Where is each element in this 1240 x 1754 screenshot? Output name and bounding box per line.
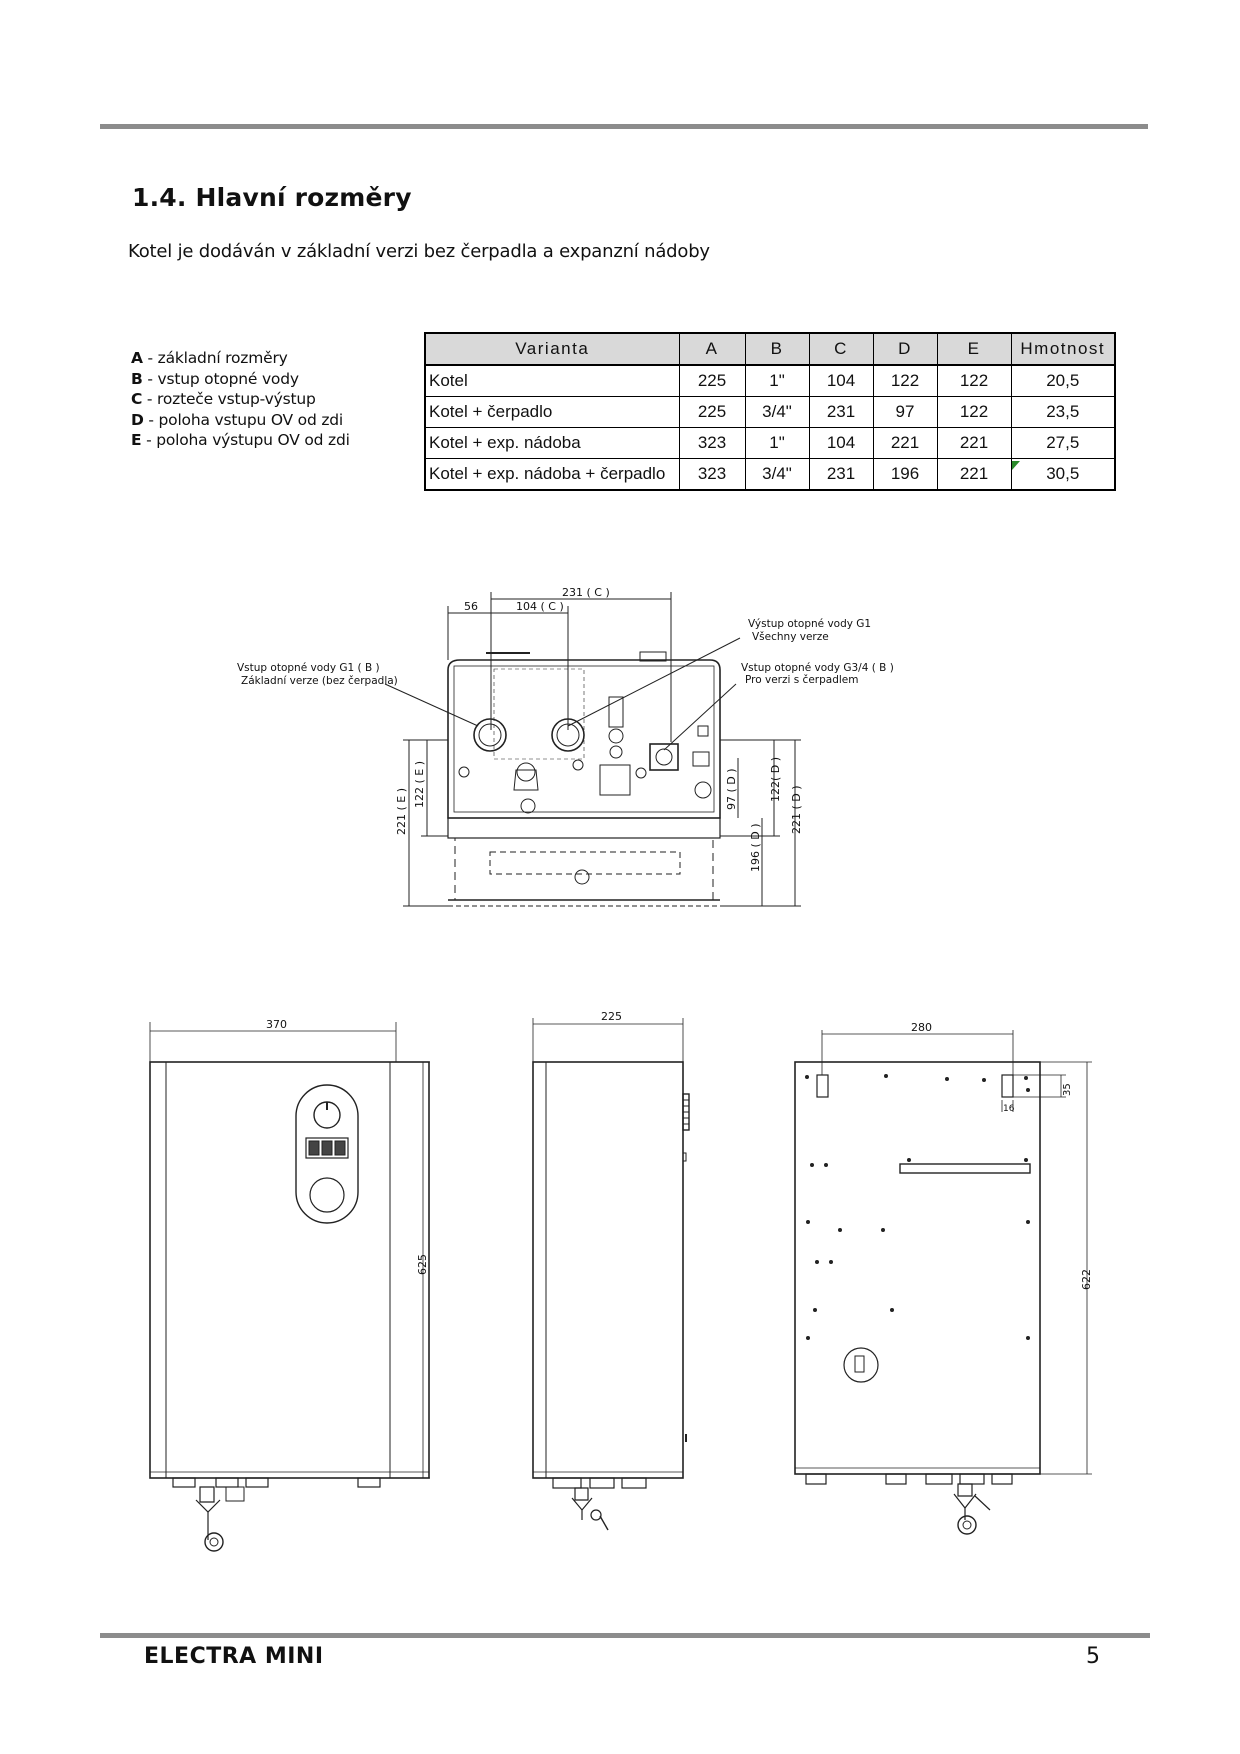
- label-inlet-g1-line2: Základní verze (bez čerpadla): [241, 675, 398, 687]
- table-cell: 3/4": [745, 459, 809, 491]
- label-inlet-g34-line1: Vstup otopné vody G3/4 ( B ): [741, 662, 894, 674]
- legend-text: - rozteče vstup-výstup: [142, 390, 316, 408]
- table-header: C: [809, 333, 873, 365]
- page-number: 5: [1086, 1644, 1100, 1669]
- table-cell: 225: [679, 365, 745, 397]
- legend-key: D: [131, 410, 144, 429]
- section-title: 1.4. Hlavní rozměry: [132, 183, 412, 212]
- table-header: Varianta: [425, 333, 679, 365]
- table-cell: 231: [809, 397, 873, 428]
- front-view-drawing: [150, 1022, 430, 1551]
- label-outlet-line2: Všechny verze: [752, 631, 829, 643]
- table-header: Hmotnost: [1011, 333, 1115, 365]
- top-view-drawing: [385, 592, 801, 906]
- dim-221e: 221 ( E ): [395, 787, 408, 835]
- label-inlet-g34-line2: Pro verzi s čerpadlem: [745, 674, 859, 686]
- back-dim-16: 16: [1003, 1104, 1015, 1114]
- footer-brand: ELECTRA MINI: [144, 1644, 324, 1669]
- legend-key: E: [131, 431, 142, 449]
- back-height-dim: 622: [1080, 1269, 1093, 1290]
- table-cell: 3/4": [745, 397, 809, 428]
- table-cell: Kotel + exp. nádoba: [425, 428, 679, 459]
- dim-104c: 104 ( C ): [516, 600, 564, 613]
- table-cell: 30,5: [1011, 459, 1115, 491]
- table-cell: 1": [745, 365, 809, 397]
- table-cell: 122: [873, 365, 937, 397]
- table-cell: 221: [937, 428, 1011, 459]
- back-view-drawing: [795, 1030, 1092, 1534]
- table-cell: 323: [679, 459, 745, 491]
- table-cell: 196: [873, 459, 937, 491]
- dim-221d: 221 ( D ): [790, 785, 803, 834]
- table-cell: 27,5: [1011, 428, 1115, 459]
- back-dim-35: 35: [1062, 1083, 1073, 1096]
- table-cell: Kotel + čerpadlo: [425, 397, 679, 428]
- side-width-dim: 225: [601, 1010, 622, 1023]
- table-cell: 231: [809, 459, 873, 491]
- table-cell: 20,5: [1011, 365, 1115, 397]
- table-cell: 1": [745, 428, 809, 459]
- legend-text: - poloha výstupu OV od zdi: [141, 431, 350, 449]
- table-header: D: [873, 333, 937, 365]
- dim-122e: 122 ( E ): [413, 760, 426, 808]
- back-width-dim: 280: [911, 1021, 932, 1034]
- table-cell: Kotel: [425, 365, 679, 397]
- table-cell: 122: [937, 365, 1011, 397]
- table-cell: 122: [937, 397, 1011, 428]
- table-header: A: [679, 333, 745, 365]
- table-cell: 323: [679, 428, 745, 459]
- legend-text: - vstup otopné vody: [142, 369, 299, 388]
- back-view-holes: [805, 1074, 1030, 1340]
- table-header: E: [937, 333, 1011, 365]
- dim-56: 56: [464, 600, 478, 613]
- table-cell: 97: [873, 397, 937, 428]
- label-outlet-line1: Výstup otopné vody G1: [748, 618, 872, 630]
- dim-122d: 122( D ): [769, 756, 782, 802]
- dim-97d: 97 ( D ): [725, 768, 738, 810]
- legend-key: A: [131, 349, 143, 367]
- legend-key: C: [131, 390, 143, 408]
- legend-text: - poloha vstupu OV od zdi: [143, 410, 344, 429]
- table-cell: 104: [809, 365, 873, 397]
- side-view-drawing: [533, 1018, 689, 1530]
- dim-196d: 196 ( D ): [749, 823, 762, 872]
- front-height-dim: 625: [416, 1254, 429, 1275]
- table-cell: 221: [873, 428, 937, 459]
- label-inlet-g1-line1: Vstup otopné vody G1 ( B ): [237, 662, 380, 674]
- front-width-dim: 370: [266, 1018, 287, 1031]
- table-cell: 23,5: [1011, 397, 1115, 428]
- table-cell: 225: [679, 397, 745, 428]
- table-cell: 221: [937, 459, 1011, 491]
- legend-text: - základní rozměry: [142, 349, 288, 367]
- dim-231c: 231 ( C ): [562, 586, 610, 599]
- table-cell: Kotel + exp. nádoba + čerpadlo: [425, 459, 679, 491]
- legend-key: B: [131, 369, 143, 388]
- green-corner-mark: [1012, 461, 1020, 470]
- table-cell: 104: [809, 428, 873, 459]
- table-header: B: [745, 333, 809, 365]
- intro-text: Kotel je dodáván v základní verzi bez čerpadla a expanzní nádoby: [128, 241, 710, 262]
- bottom-rule: [100, 1633, 1150, 1638]
